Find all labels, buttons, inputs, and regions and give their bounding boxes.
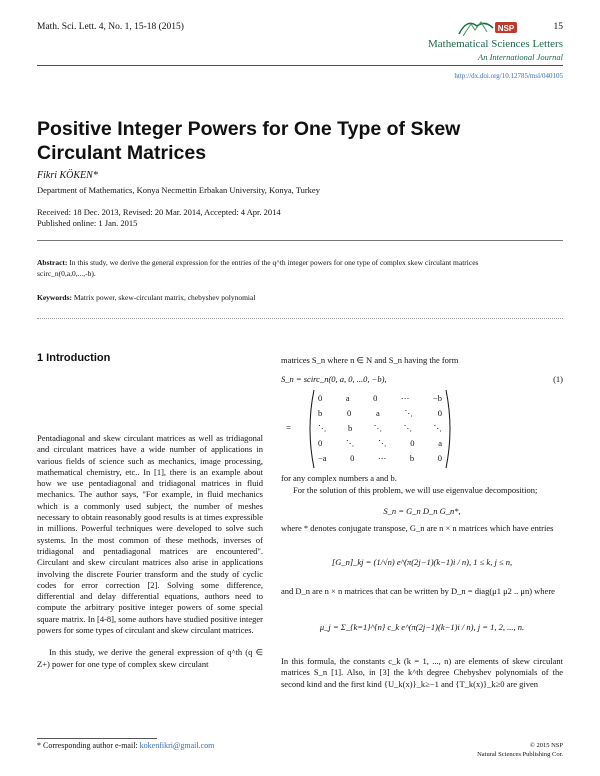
equation-4: μ_j = Σ_{k=1}^{n} c_k e^(π(2j−1)(k−1)i / n), j = 1, 2, ..., n.	[319, 622, 525, 632]
matrix-cell: b	[347, 423, 353, 433]
matrix-cell: 0	[318, 438, 323, 448]
journal-reference: Math. Sci. Lett. 4, No. 1, 15-18 (2015)	[37, 22, 184, 32]
matrix-cell: ⋱	[345, 438, 355, 448]
matrix-cell: 0	[410, 438, 415, 448]
section-heading: 1 Introduction	[37, 352, 111, 364]
author-email-link[interactable]: kokenfikri@gmail.com	[139, 741, 215, 750]
keywords-label: Keywords:	[37, 293, 72, 302]
matrix-row	[318, 421, 442, 436]
matrix-cell: −b	[432, 393, 442, 403]
matrix-cell: a	[375, 408, 380, 418]
matrix-row	[318, 451, 442, 466]
right-text-6: In this formula, the constants c_k (k = 1, ..., n) are elements of skew circulant matrices S_n [1]. Also, in [3] the k^th degree Chebyshev polynomials of the second kind and the first kind {U_k(x)}_k≥−1 and {T_k(x)}_k≥0 are given	[281, 656, 563, 689]
abstract	[37, 257, 522, 279]
abstract-label: Abstract:	[37, 258, 68, 267]
matrix-cell: 0	[318, 393, 323, 403]
affiliation: Department of Mathematics, Konya Necmettin Erbakan University, Konya, Turkey	[37, 185, 320, 195]
matrix-cell: ⋱	[404, 408, 413, 418]
article-dates	[37, 207, 281, 229]
equation-2: S_n = G_n D_n G_n*,	[383, 506, 461, 516]
matrix-equals: =	[286, 423, 292, 433]
equation-3: [G_n]_kj = (1/√n) e^(π(2j−1)(k−1)i / n), 1 ≤ k, j ≤ n,	[331, 557, 513, 567]
matrix-cell: ⋱	[403, 423, 413, 433]
matrix-cell: −a	[318, 453, 327, 463]
matrix-cell: 0	[350, 453, 355, 463]
header-divider	[37, 65, 563, 66]
author-name: Fikri KÖKEN*	[37, 170, 98, 181]
keywords-divider	[37, 318, 563, 319]
left-column	[37, 433, 263, 681]
matrix-cell: a	[345, 393, 350, 403]
publisher-info	[477, 741, 563, 759]
right-text-2: for any complex numbers a and b.	[281, 473, 397, 483]
matrix-cell: a	[438, 438, 442, 448]
footnote-divider	[37, 738, 157, 739]
matrix-cell: 0	[437, 408, 442, 418]
equation-1-number: (1)	[553, 374, 563, 384]
matrix-cell: ⋯	[400, 393, 410, 403]
matrix-cell: ⋯	[377, 453, 387, 463]
svg-text:NSP: NSP	[497, 24, 515, 33]
keywords	[37, 293, 255, 302]
journal-name: Mathematical Sciences Letters	[428, 38, 563, 50]
page-number: 15	[553, 22, 563, 32]
doi-link[interactable]: http://dx.doi.org/10.12785/msl/040105	[454, 72, 563, 80]
matrix-cell: ⋱	[373, 423, 383, 433]
matrix-row	[318, 391, 442, 406]
right-text-1: matrices S_n where n ∈ N and S_n having the form	[281, 355, 459, 365]
matrix-cell: b	[318, 408, 323, 418]
footnote	[37, 741, 214, 750]
journal-subtitle: An International Journal	[478, 52, 563, 62]
matrix-cell: 0	[346, 408, 352, 418]
right-text-4: where * denotes conjugate transpose, G_n are n × n matrices which have entries	[281, 523, 554, 533]
matrix-display	[286, 388, 460, 470]
right-text-3: For the solution of this problem, we will use eigenvalue decomposition;	[293, 485, 538, 495]
matrix-cell: ⋱	[378, 438, 387, 448]
matrix-row	[318, 406, 442, 421]
keywords-text: Matrix power, skew-circulant matrix, chebyshev polynomial	[73, 293, 256, 302]
footnote-label: * Corresponding author e-mail:	[37, 741, 138, 750]
article-title: Positive Integer Powers for One Type of Skew Circulant Matrices	[37, 118, 461, 164]
equation-1-text: S_n = scirc_n(0, a, 0, ...0, −b),	[281, 374, 387, 384]
intro-paragraph-2: In this study, we derive the general expression of q^th (q ∈ Z+) power for one type of complex skew circulant	[37, 647, 263, 669]
right-text-5: and D_n are n × n matrices that can be written by D_n = diag(μ1 μ2 .. μn) where	[281, 586, 555, 596]
copyright: © 2015 NSP	[529, 742, 563, 749]
matrix-cell: b	[409, 453, 415, 463]
journal-logo	[457, 16, 527, 38]
published-date: Published online: 1 Jan. 2015	[37, 218, 138, 228]
publisher-name: Natural Sciences Publishing Cor.	[477, 751, 563, 758]
matrix-cell: 0	[437, 453, 442, 463]
matrix-cell: ⋱	[433, 423, 442, 433]
matrix-cell: 0	[373, 393, 378, 403]
abstract-divider	[37, 240, 563, 241]
received-dates: Received: 18 Dec. 2013, Revised: 20 Mar. 2014, Accepted: 4 Apr. 2014	[37, 207, 281, 217]
matrix-row	[318, 436, 442, 451]
matrix-cell: ⋱	[318, 423, 327, 433]
abstract-text: In this study, we derive the general expression for the entries of the q^th integer powers for one type of complex skew circulant matrices scirc_n(0,a,0,...,-b).	[37, 258, 479, 278]
matrix-body	[318, 391, 442, 466]
intro-paragraph-1: Pentadiagonal and skew circulant matrices as well as tridiagonal and circulant matrices have a wide number of applications in various fields of science such as mechanics, image processing, mathematical chemistry, etc.. In [1], there is an example about how we use pentadiagonal and tridiagonal matrices in fluid mechanics. The author says, "For example, in fluid mechanics which is a commonly used subject, the number of meshes necessary to obtain reasonably good results is at times expressible in millions. Powerful techniques were developed to solve such systems. In the most common of these methods, inverses of tridiagonal and pentadiagonal matrices are encountered". Circulant and skew circulant matrices also arise in applications involving the discrete Fourier transform and the study of cyclic codes for error correction [2]. Solving some difference, differential and delay differential equations, authors need to compute the arbitrary positive integer powers of some special square matrix. In [4-8], some authors have studied positive integer powers for some types of circulant and skew circulant matrices.	[37, 433, 263, 636]
equation-1	[281, 374, 563, 385]
